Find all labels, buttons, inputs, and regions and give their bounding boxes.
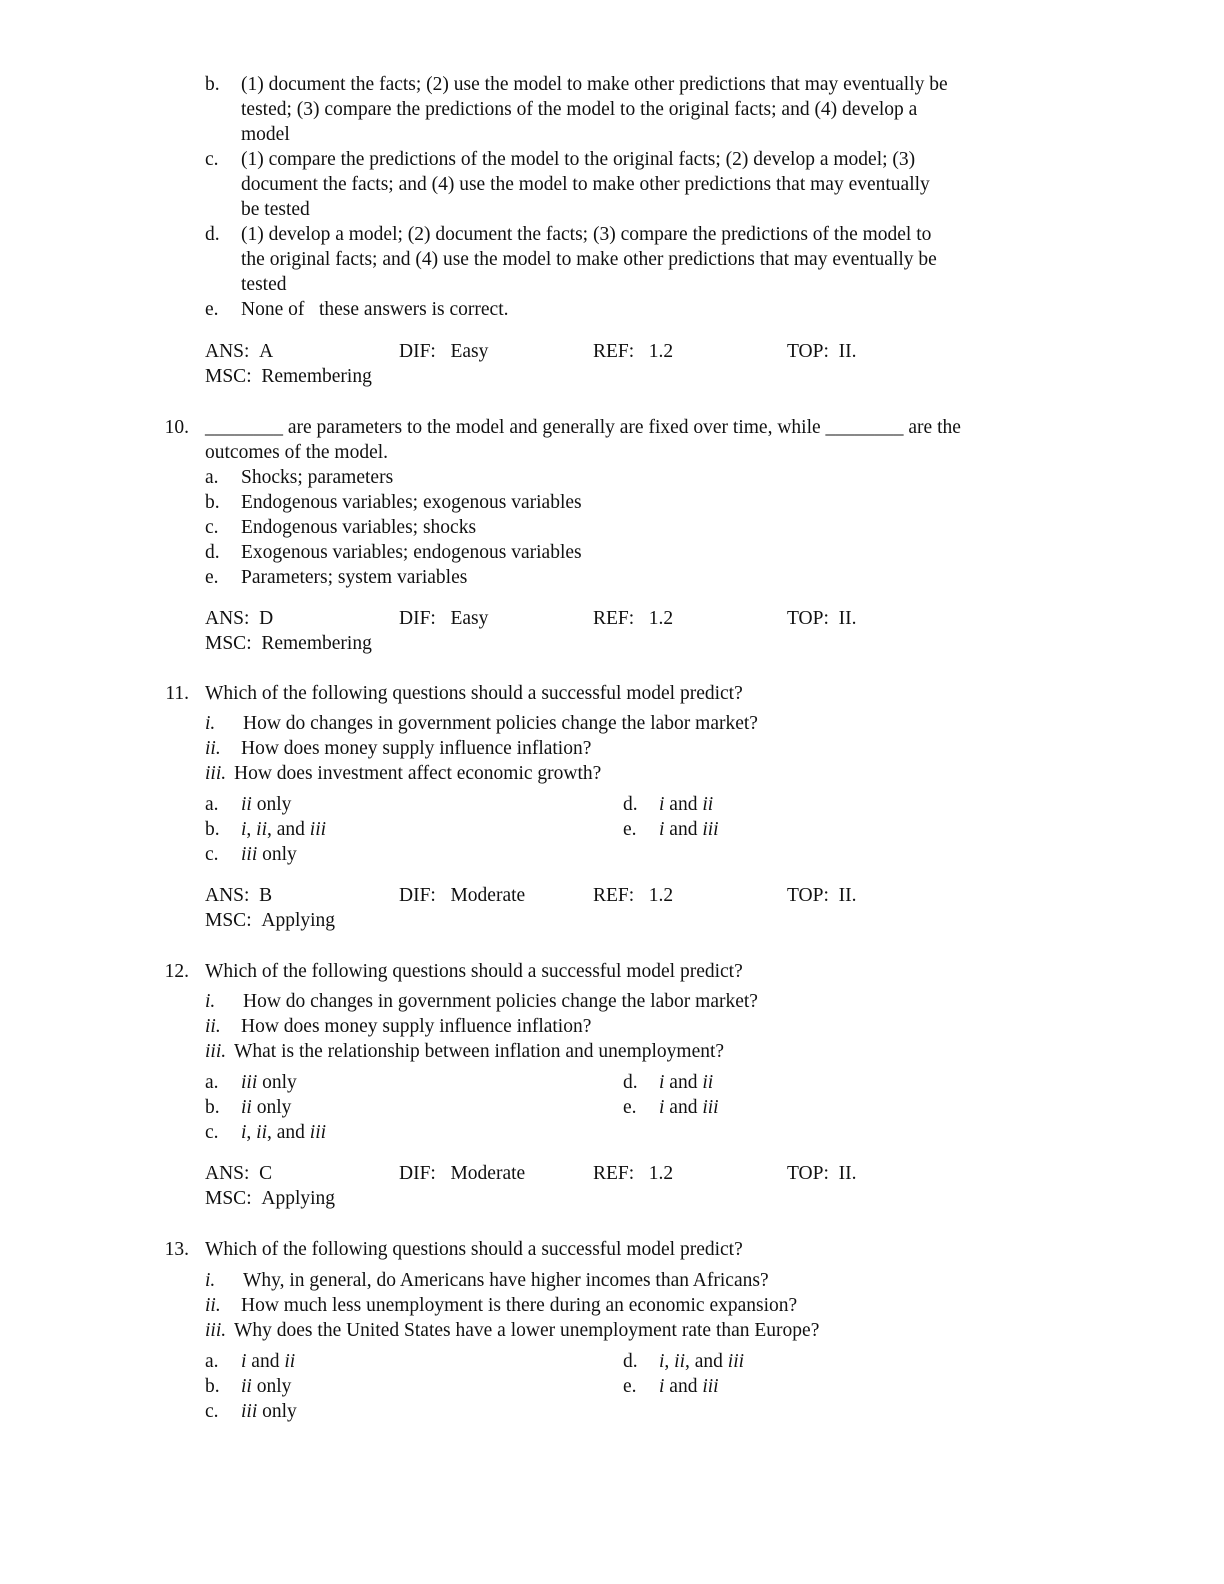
question-stem: Which of the following questions should a successful model predict?	[205, 961, 743, 982]
option-label: d.	[205, 542, 220, 563]
option-text: Parameters; system variables	[241, 567, 468, 588]
roman-label: ii.	[205, 738, 221, 759]
roman-label: iii.	[205, 763, 227, 784]
roman-item-text: How do changes in government policies change the labor market?	[243, 713, 758, 734]
option-text-line: be tested	[241, 199, 310, 220]
question-stem: Which of the following questions should a successful model predict?	[205, 683, 743, 704]
option-label: c.	[205, 1401, 219, 1422]
option-text: iii only	[241, 844, 297, 865]
reference: REF: 1.2	[593, 885, 674, 906]
option-text: ii only	[241, 1376, 292, 1397]
roman-item-text: How does money supply influence inflation?	[241, 1016, 592, 1037]
topic: TOP: II.	[787, 608, 857, 629]
option-text: Endogenous variables; shocks	[241, 517, 477, 538]
question-number: 11.	[165, 683, 189, 704]
roman-item-text: How does investment affect economic growth?	[234, 763, 602, 784]
option-label: a.	[205, 794, 219, 815]
reference: REF: 1.2	[593, 1163, 674, 1184]
roman-label: iii.	[205, 1320, 227, 1341]
option-label: e.	[623, 819, 637, 840]
question-stem: ________ are parameters to the model and generally are fixed over time, while ________ are the	[205, 417, 961, 438]
option-text: None of these answers is correct.	[241, 299, 509, 320]
topic: TOP: II.	[787, 341, 857, 362]
question-stem: outcomes of the model.	[205, 442, 389, 463]
roman-label: i.	[205, 713, 216, 734]
option-label: c.	[205, 1122, 219, 1143]
option-label: e.	[205, 567, 219, 588]
answer-key: ANS: A	[205, 341, 274, 362]
option-text: i and ii	[659, 794, 714, 815]
option-text: iii only	[241, 1072, 297, 1093]
option-label: c.	[205, 844, 219, 865]
option-text-line: tested; (3) compare the predictions of the model to the original facts; and (4) develop a	[241, 99, 918, 120]
option-text: iii only	[241, 1401, 297, 1422]
option-text: i and ii	[241, 1351, 296, 1372]
option-text-line: (1) compare the predictions of the model to the original facts; (2) develop a model; (3)	[241, 149, 916, 170]
option-label: a.	[205, 1072, 219, 1093]
skill: MSC: Remembering	[205, 366, 372, 387]
option-text: i, ii, and iii	[241, 1122, 327, 1143]
roman-item-text: What is the relationship between inflation and unemployment?	[234, 1041, 725, 1062]
option-text-line: (1) develop a model; (2) document the facts; (3) compare the predictions of the model to	[241, 224, 932, 245]
option-label: b.	[205, 819, 220, 840]
option-text: Endogenous variables; exogenous variables	[241, 492, 582, 513]
roman-item-text: Why, in general, do Americans have higher incomes than Africans?	[243, 1270, 769, 1291]
option-label: c.	[205, 517, 219, 538]
option-text: ii only	[241, 794, 292, 815]
question-stem: Which of the following questions should a successful model predict?	[205, 1239, 743, 1260]
option-label: e.	[623, 1376, 637, 1397]
answer-key: ANS: D	[205, 608, 274, 629]
option-label: b.	[205, 492, 220, 513]
reference: REF: 1.2	[593, 341, 674, 362]
roman-label: i.	[205, 1270, 216, 1291]
roman-label: i.	[205, 991, 216, 1012]
difficulty: DIF: Moderate	[399, 1163, 526, 1184]
answer-key: ANS: B	[205, 885, 273, 906]
option-text: Shocks; parameters	[241, 467, 394, 488]
question-number: 13.	[164, 1239, 189, 1260]
option-label: d.	[623, 1072, 638, 1093]
option-text: i and iii	[659, 1376, 719, 1397]
difficulty: DIF: Moderate	[399, 885, 526, 906]
reference: REF: 1.2	[593, 608, 674, 629]
question-number: 10.	[164, 417, 189, 438]
answer-key: ANS: C	[205, 1163, 273, 1184]
option-text: i, ii, and iii	[241, 819, 327, 840]
skill: MSC: Remembering	[205, 633, 372, 654]
skill: MSC: Applying	[205, 1188, 336, 1209]
option-label: e.	[623, 1097, 637, 1118]
option-label: b.	[205, 1097, 220, 1118]
roman-item-text: How does money supply influence inflation?	[241, 738, 592, 759]
difficulty: DIF: Easy	[399, 608, 489, 629]
option-text: Exogenous variables; endogenous variables	[241, 542, 582, 563]
topic: TOP: II.	[787, 1163, 857, 1184]
option-text-line: tested	[241, 274, 287, 295]
option-label: d.	[623, 1351, 638, 1372]
topic: TOP: II.	[787, 885, 857, 906]
option-text: i and iii	[659, 1097, 719, 1118]
option-text: i and ii	[659, 1072, 714, 1093]
skill: MSC: Applying	[205, 910, 336, 931]
option-label: a.	[205, 1351, 219, 1372]
option-label: d.	[623, 794, 638, 815]
option-text-line: document the facts; and (4) use the model to make other predictions that may eventually	[241, 174, 930, 195]
roman-label: ii.	[205, 1295, 221, 1316]
option-label: e.	[205, 299, 219, 320]
roman-item-text: How do changes in government policies change the labor market?	[243, 991, 758, 1012]
roman-label: iii.	[205, 1041, 227, 1062]
option-label: b.	[205, 1376, 220, 1397]
option-text: i, ii, and iii	[659, 1351, 745, 1372]
option-label: c.	[205, 149, 219, 170]
option-text-line: (1) document the facts; (2) use the model to make other predictions that may eventually be	[241, 74, 948, 95]
option-text: i and iii	[659, 819, 719, 840]
difficulty: DIF: Easy	[399, 341, 489, 362]
roman-item-text: Why does the United States have a lower unemployment rate than Europe?	[234, 1320, 820, 1341]
question-number: 12.	[164, 961, 189, 982]
option-text-line: the original facts; and (4) use the model to make other predictions that may eventually be	[241, 249, 937, 270]
option-text: ii only	[241, 1097, 292, 1118]
option-text-line: model	[241, 124, 290, 145]
roman-label: ii.	[205, 1016, 221, 1037]
option-label: b.	[205, 74, 220, 95]
roman-item-text: How much less unemployment is there during an economic expansion?	[241, 1295, 798, 1316]
option-label: d.	[205, 224, 220, 245]
option-label: a.	[205, 467, 219, 488]
